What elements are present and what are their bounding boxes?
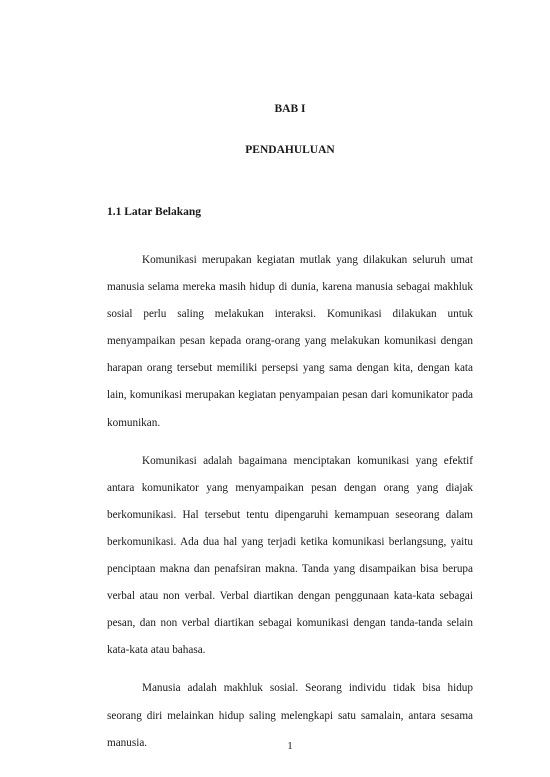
paragraph-2: Komunikasi adalah bagaimana menciptakan komunikasi yang efektif antara komunikator yang menyampaikan pesan dengan orang yang diajak berkomunikasi. Hal tersebut tentu dipengaruhi kemampuan seseorang dalam berkomunikasi. Ada dua hal yang terjadi ketika komunikasi berlangsung, yaitu penciptaan makna dan penafsiran makna. Tanda yang disampaikan bisa berupa verbal atau non verbal. Verbal diartikan dengan penggunaan kata-kata sebagai pesan, dan non verbal diartikan sebagai komunikasi dengan tanda-tanda selain kata-kata atau bahasa. [107,454,473,657]
chapter-title: PENDAHULUAN [245,144,335,156]
page-number: 1 [287,740,293,752]
body-text [107,247,473,768]
paragraph-3: Manusia adalah makhluk sosial. Seorang individu tidak bisa hidup seorang diri melainkan hidup saling melengkapi satu samalain, antara sesama manusia. [107,682,473,749]
chapter-label: BAB I [274,103,306,115]
section-heading: 1.1 Latar Belakang [107,206,202,218]
paragraph-1: Komunikasi merupakan kegiatan mutlak yang dilakukan seluruh umat manusia selama mereka masih hidup di dunia, karena manusia sebagai makhluk sosial perlu saling melakukan interaksi. Komunikasi dilakukan untuk menyampaikan pesan kepada orang-orang yang melakukan komunikasi dengan harapan orang tersebut memiliki persepsi yang sama dengan kita, dengan kata lain, komunikasi merupakan kegiatan penyampaian pesan dari komunikator pada komunikan. [107,254,473,429]
